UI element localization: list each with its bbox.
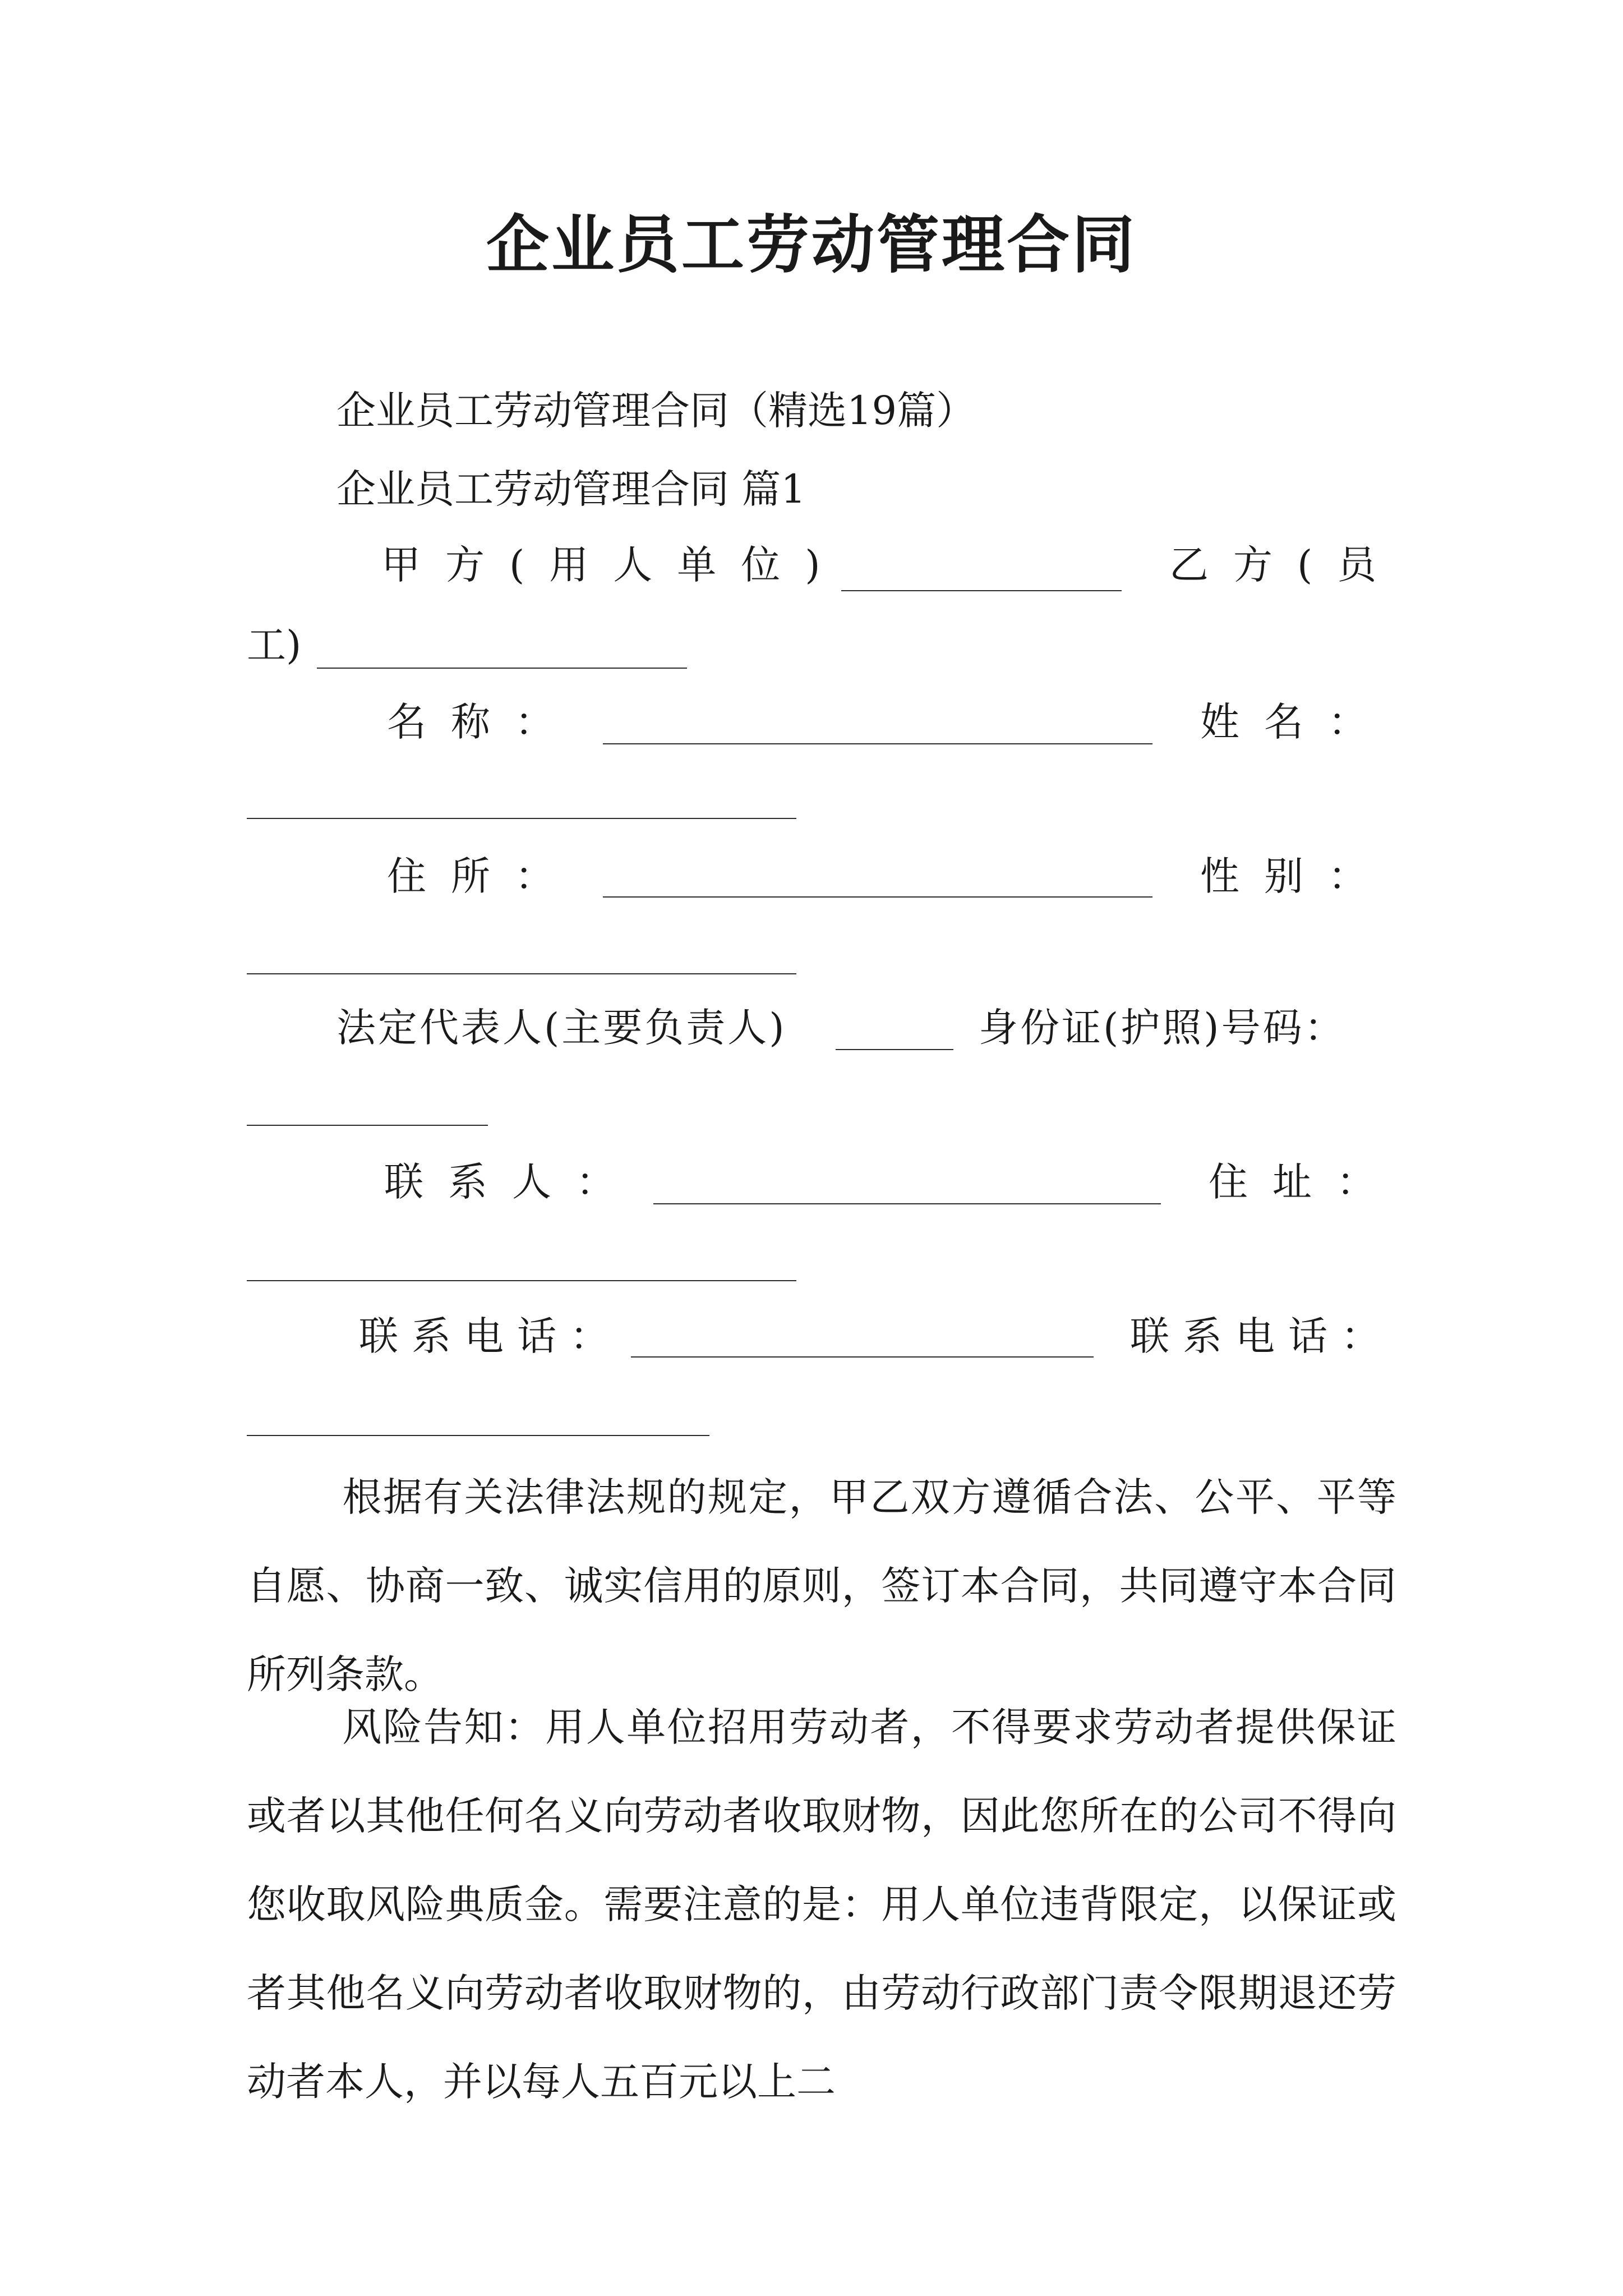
paragraph-risk-notice (247, 1683, 1396, 2126)
document-title: 企业员工劳动管理合同 (486, 208, 1137, 282)
party-b-blank (317, 668, 687, 669)
phone-b-blank (247, 1435, 709, 1436)
contact-blank (653, 1203, 1161, 1204)
paragraph-principles (247, 1453, 1396, 1719)
residence-blank (247, 1280, 796, 1281)
phone-a-blank (631, 1356, 1094, 1358)
gender-blank (247, 973, 796, 974)
legal-rep-blank (836, 1049, 953, 1050)
id-number-label: 身份证(护照)号码： (979, 1005, 1346, 1051)
document-subtitle: 企业员工劳动管理合同（精选19篇） (336, 388, 976, 434)
address-label: 住所： (387, 853, 579, 899)
party-a-label: 甲方(用人单位) (381, 542, 845, 588)
paragraph-risk-notice-text: 风险告知：用人单位招用劳动者，不得要求劳动者提供保证或者以其他任何名义向劳动者收取财物，因此您所在的公司不得向您收取风险典质金。需要注意的是：用人单位违背限定，以保证或者其他名义向劳动者收取财物的，由劳动行政部门责令限期退还劳动者本人，并以每人五百元以上二 (247, 1704, 1396, 2105)
phone-a-label: 联系电话： (359, 1313, 623, 1359)
party-a-blank (841, 590, 1122, 591)
chapter-heading: 企业员工劳动管理合同 篇1 (336, 466, 806, 512)
name-blank (603, 743, 1152, 744)
person-name-blank (247, 818, 796, 819)
gender-label: 性别： (1200, 853, 1392, 899)
address-blank (603, 896, 1152, 898)
party-b-label: 乙方(员 (1169, 542, 1401, 588)
party-b-label-cont: 工) (247, 622, 302, 668)
legal-rep-label: 法定代表人(主要负责人) (336, 1005, 787, 1051)
residence-label: 住址： (1209, 1159, 1400, 1205)
name-label: 名称： (387, 699, 579, 745)
paragraph-principles-text: 根据有关法律法规的规定，甲乙双方遵循合法、公平、平等自愿、协商一致、诚实信用的原则，签订本合同，共同遵守本合同所列条款。 (247, 1474, 1396, 1697)
phone-b-label: 联系电话： (1130, 1313, 1394, 1359)
id-number-blank (247, 1125, 488, 1126)
person-name-label: 姓名： (1200, 699, 1392, 745)
contact-label: 联系人： (384, 1159, 640, 1205)
